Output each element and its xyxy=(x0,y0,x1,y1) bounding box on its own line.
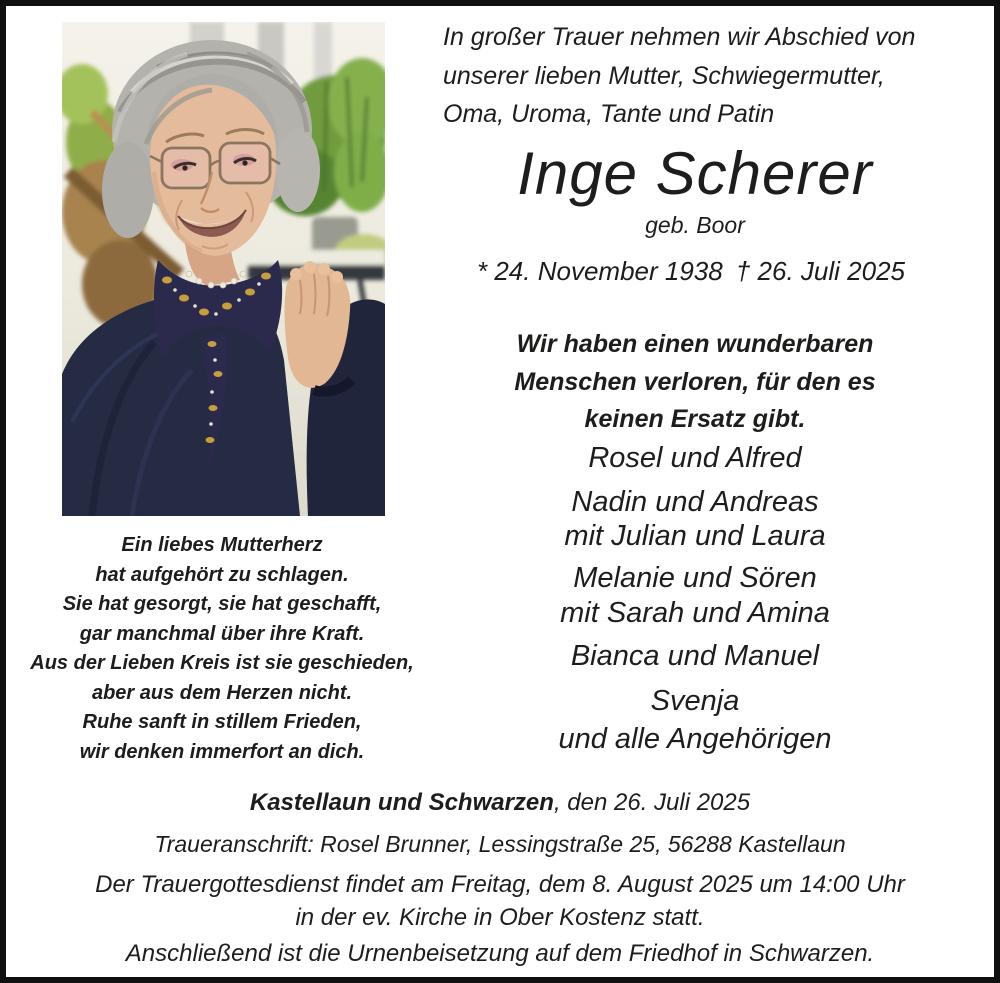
mourner-line: Svenja xyxy=(650,685,740,717)
intro-line: unserer lieben Mutter, Schwiegermutter, xyxy=(443,61,885,90)
poem-line: aber aus dem Herzen nicht. xyxy=(91,681,353,704)
mourner-line: Rosel und Alfred xyxy=(588,442,802,474)
mourner-line: mit Julian und Laura xyxy=(564,520,826,552)
birth-date: * 24. November 1938 xyxy=(477,256,723,286)
poem-line: Sie hat gesorgt, sie hat geschafft, xyxy=(62,593,382,615)
mourner-line: mit Sarah und Amina xyxy=(560,597,830,629)
poem-line: Ein liebes Mutterherz xyxy=(121,534,323,556)
deceased-name: Inge Scherer xyxy=(517,140,873,207)
poem-text xyxy=(22,531,422,767)
poem-line: hat aufgehört zu schlagen. xyxy=(95,563,349,586)
poem-line: gar manchmal über ihre Kraft. xyxy=(79,622,365,645)
intro-line: In großer Trauer nehmen wir Abschied von xyxy=(443,23,916,51)
mourner-line: und alle Angehörigen xyxy=(558,723,832,755)
place-names: Kastellaun und Schwarzen xyxy=(249,789,554,816)
burial-info: Anschließend ist die Urnenbeisetzung auf dem Friedhof in Schwarzen. xyxy=(125,940,875,967)
intro-line: Oma, Uroma, Tante und Patin xyxy=(443,100,775,128)
mourning-address: Traueranschrift: Rosel Brunner, Lessingstraße 25, 56288 Kastellaun xyxy=(154,831,846,857)
poem-line: wir denken immerfort an dich. xyxy=(79,740,365,763)
service-info-line: in der ev. Kirche in Ober Kostenz statt. xyxy=(295,904,705,931)
tribute-line: keinen Ersatz gibt. xyxy=(584,405,806,433)
poem-line: Ruhe sanft in stillem Frieden, xyxy=(82,711,362,733)
place-date: , den 26. Juli 2025 xyxy=(553,789,751,816)
tribute-text xyxy=(440,326,950,439)
tribute-line: Wir haben einen wunderbaren xyxy=(516,330,874,358)
service-info-line: Der Trauergottesdienst findet am Freitag, dem 8. August 2025 um 14:00 Uhr xyxy=(95,871,905,898)
mourner-line: Bianca und Manuel xyxy=(570,640,820,672)
tribute-line: Menschen verloren, für den es xyxy=(514,367,876,396)
poem-line: Aus der Lieben Kreis ist sie geschieden, xyxy=(30,652,414,674)
mourner-line: Melanie und Sören xyxy=(573,562,817,594)
maiden-name: geb. Boor xyxy=(645,212,745,238)
portrait-illustration xyxy=(62,22,385,516)
mourner-line: Nadin und Andreas xyxy=(571,486,819,518)
death-date: † 26. Juli 2025 xyxy=(735,256,905,286)
life-dates xyxy=(477,256,905,286)
intro-text xyxy=(443,18,963,134)
portrait-photo xyxy=(62,22,385,516)
place-date-line xyxy=(10,789,990,817)
